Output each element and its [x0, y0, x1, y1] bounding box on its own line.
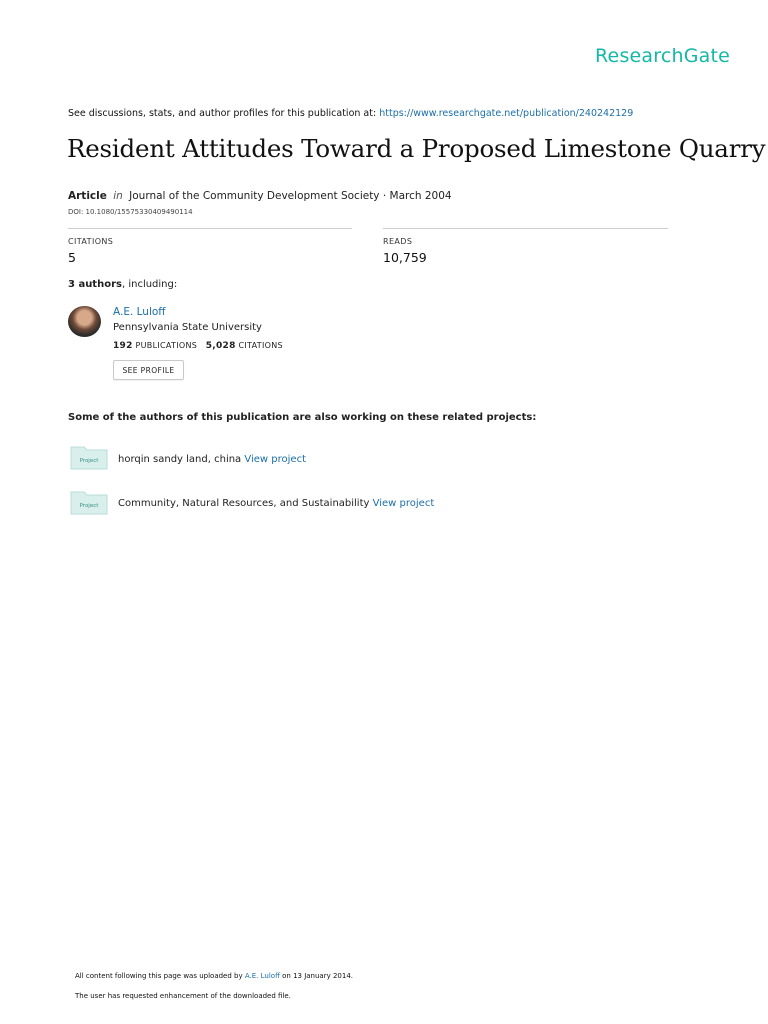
citations-value: 5: [68, 250, 76, 265]
author-citations-count: 5,028: [205, 341, 236, 351]
citations-label: CITATIONS: [68, 237, 114, 246]
author-publications-label: PUBLICATIONS: [135, 341, 198, 350]
project-folder-icon: [70, 489, 108, 515]
upload-note-suffix: on 13 January 2014.: [282, 972, 354, 980]
author-stats: [113, 341, 283, 351]
project-name: horqin sandy land, china: [118, 454, 242, 465]
discussion-text: See discussions, stats, and author profiles for this publication at:: [68, 108, 377, 119]
see-profile-button[interactable]: SEE PROFILE: [113, 360, 184, 380]
author-institution: Pennsylvania State University: [113, 322, 262, 333]
publication-meta: [68, 190, 452, 202]
upload-note: [75, 972, 353, 980]
project-folder-icon: [70, 444, 108, 470]
project-icon-label: Project: [79, 503, 99, 509]
journal-date: Journal of the Community Development Society · March 2004: [129, 190, 452, 202]
related-project-item: [118, 498, 434, 509]
author-avatar[interactable]: [68, 306, 101, 337]
researchgate-logo[interactable]: ResearchGate: [595, 45, 731, 67]
project-icon-label: Project: [79, 458, 99, 464]
authors-including: , including:: [121, 279, 178, 290]
publication-doi: DOI: 10.1080/15575330409490114: [68, 208, 193, 216]
view-project-link[interactable]: View project: [244, 454, 306, 465]
author-name-link[interactable]: A.E. Luloff: [113, 306, 166, 318]
project-name: Community, Natural Resources, and Sustainability: [118, 498, 370, 509]
related-projects-heading: Some of the authors of this publication are also working on these related projects:: [68, 412, 537, 423]
publication-url-link[interactable]: https://www.researchgate.net/publication/240242129: [379, 108, 634, 119]
upload-note-prefix: All content following this page was uploaded by: [75, 972, 243, 980]
view-project-link[interactable]: View project: [372, 498, 435, 509]
publication-type: Article: [68, 190, 107, 202]
author-citations-label: CITATIONS: [238, 341, 283, 350]
authors-count: 3 authors: [68, 279, 122, 290]
author-publications-count: 192: [113, 341, 133, 351]
reads-divider: [383, 228, 668, 229]
in-word: in: [113, 190, 123, 202]
enhancement-note: The user has requested enhancement of the downloaded file.: [75, 992, 291, 1000]
related-project-item: [118, 454, 306, 465]
citations-divider: [68, 228, 352, 229]
reads-label: READS: [383, 237, 413, 246]
discussion-line: [68, 108, 633, 119]
uploader-link[interactable]: A.E. Luloff: [244, 972, 280, 980]
authors-heading: [68, 279, 177, 290]
reads-value: 10,759: [383, 250, 427, 265]
publication-title: Resident Attitudes Toward a Proposed Limestone Quarry: [67, 134, 766, 163]
